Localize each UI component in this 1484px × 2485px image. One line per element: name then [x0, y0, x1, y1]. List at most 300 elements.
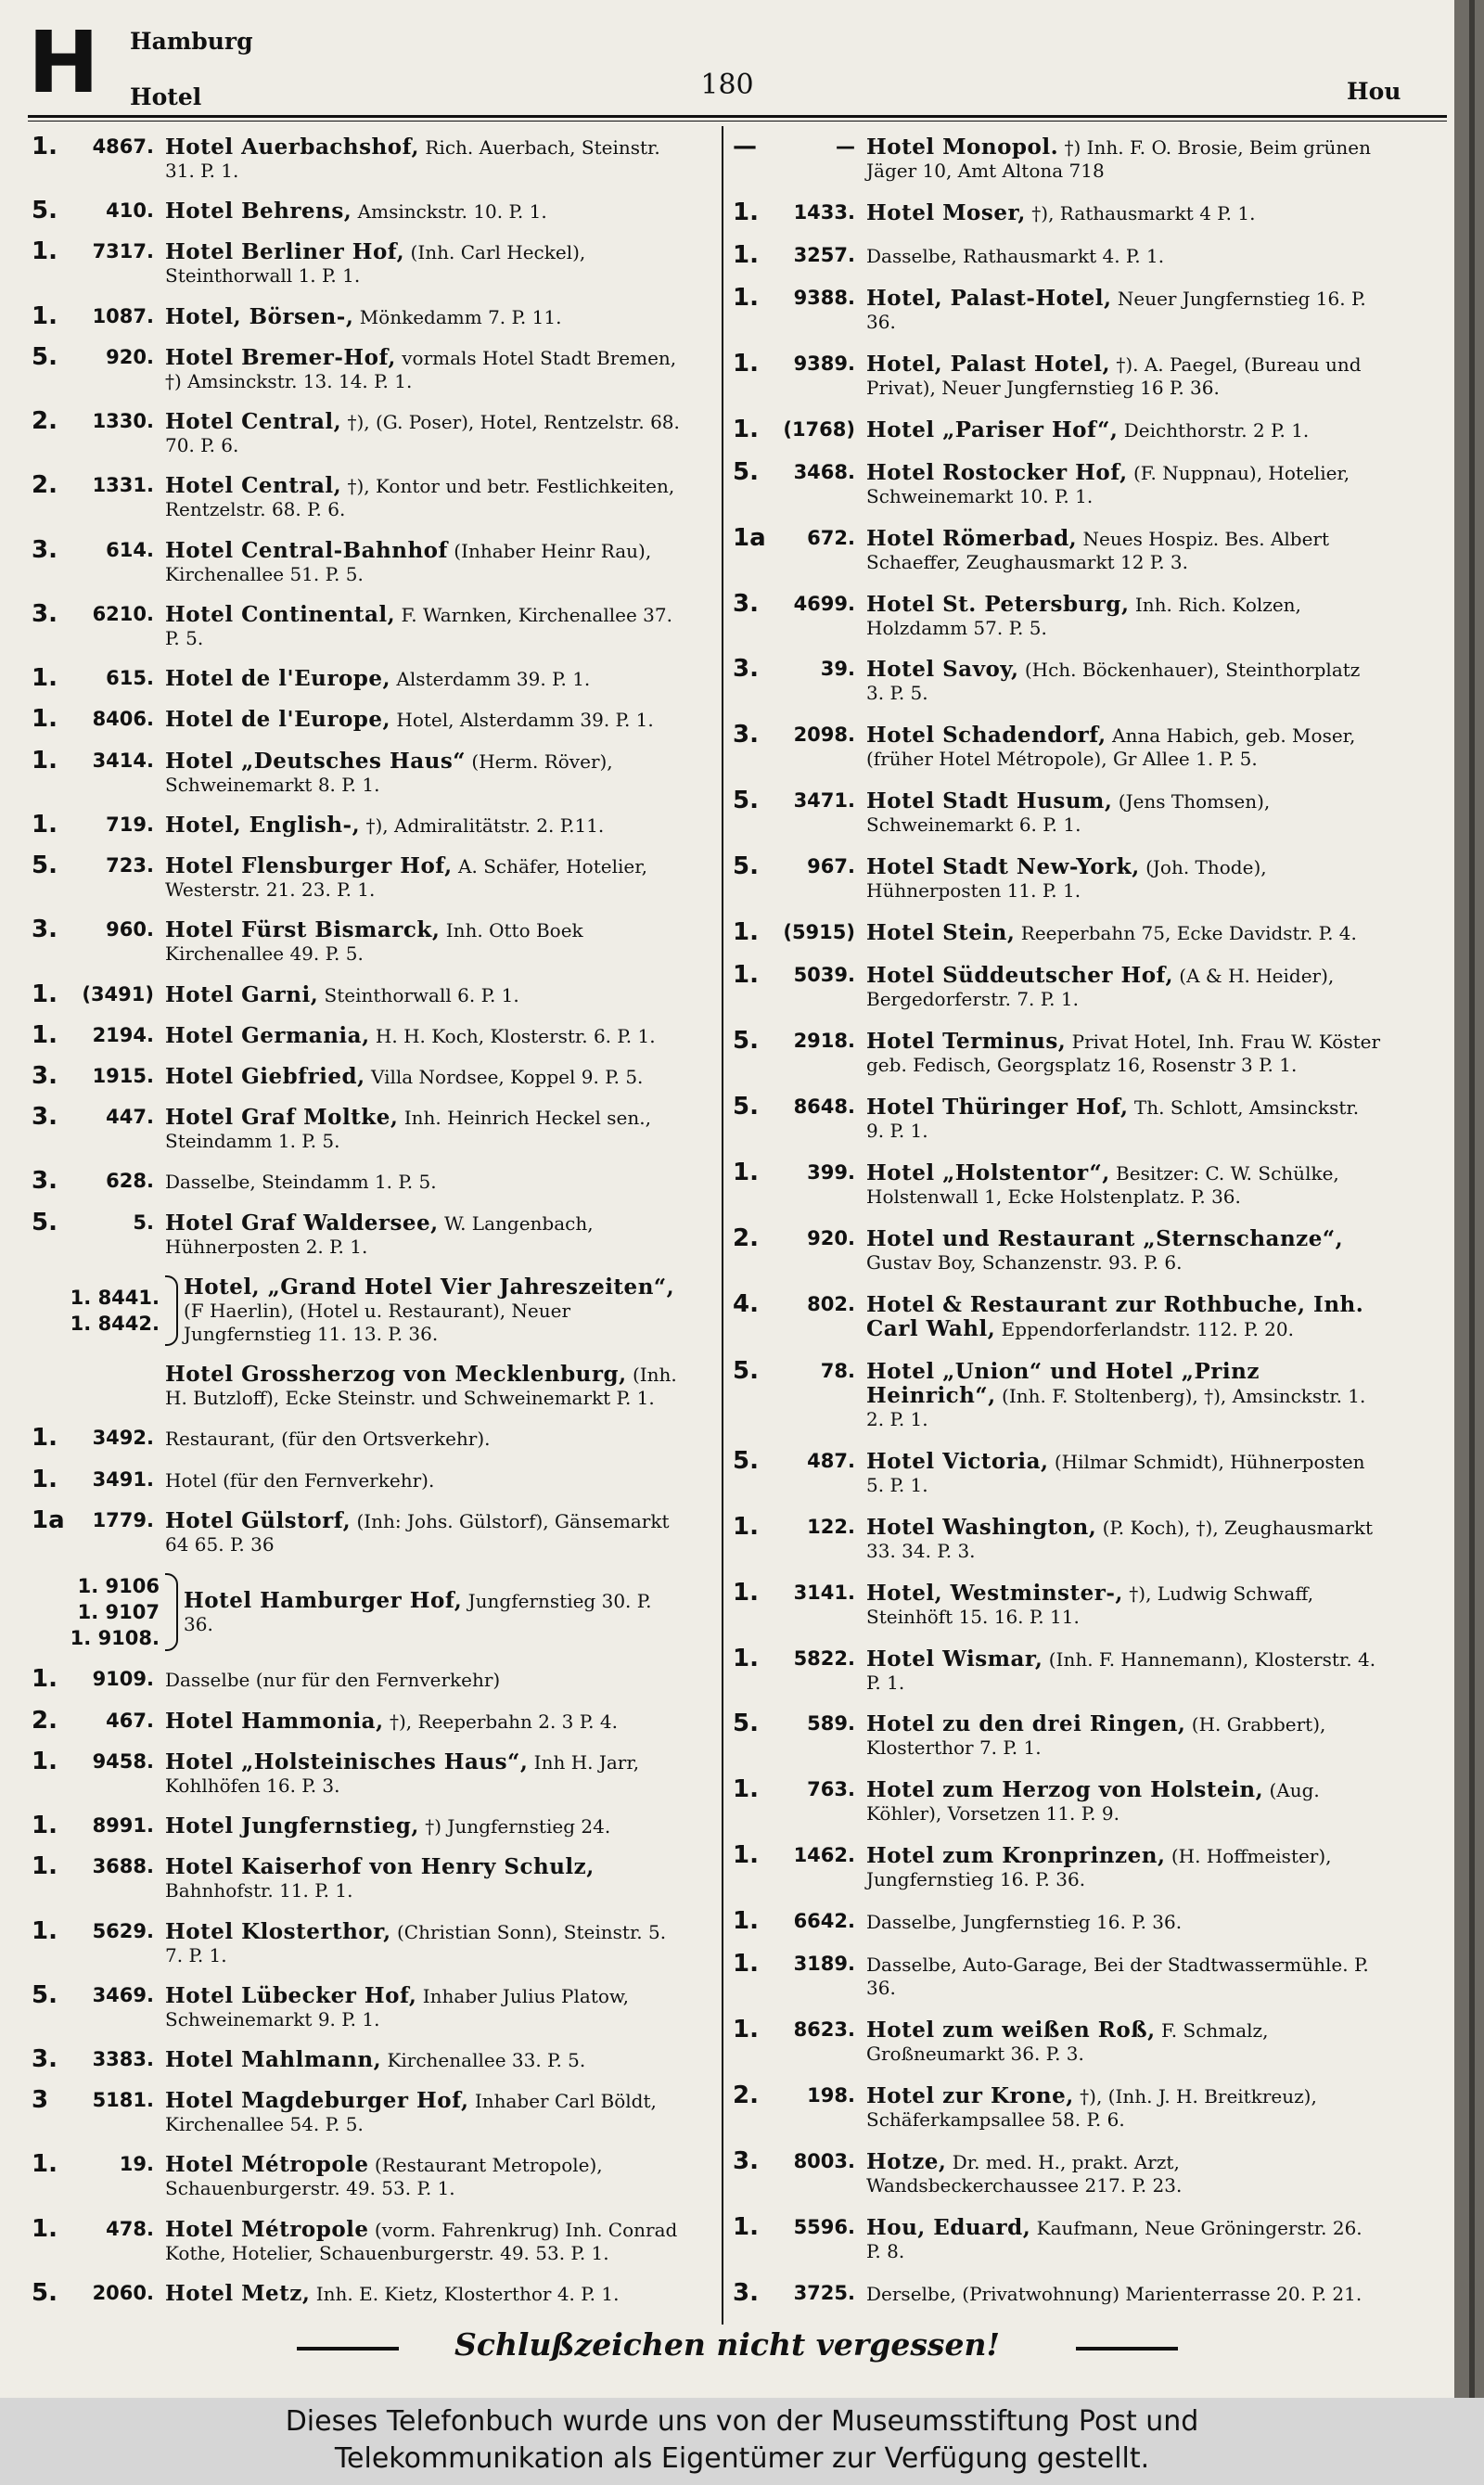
entry-text — [866, 1030, 1382, 1077]
entry-name: Hotel Hammonia, — [165, 1708, 384, 1734]
entry-text — [165, 1211, 681, 1259]
directory-entry — [32, 1061, 681, 1090]
entry-details: Inhaber Carl Böldt, Kirchenallee 54. P. 5. — [165, 2090, 657, 2136]
phone-number: 447. — [106, 1106, 154, 1129]
phone-number: 1. 9107 — [77, 1601, 160, 1624]
phone-number: (3491) — [82, 982, 154, 1006]
entry-text — [165, 1170, 681, 1194]
entry-details: H. H. Koch, Klosterstr. 6. P. 1. — [369, 1024, 656, 1047]
exchange-code: 5. — [733, 1093, 759, 1121]
exchange-code: 1. — [32, 1020, 58, 1049]
entry-details: (P. Koch), †), Zeughausmarkt 33. 34. P. 3. — [866, 1516, 1374, 1562]
entry-text — [165, 1855, 681, 1902]
entry-name: Hotel Giebfried, — [165, 1063, 365, 1089]
entry-text — [866, 724, 1382, 771]
entry-details: Dasselbe, Steindamm 1. P. 5. — [165, 1171, 437, 1194]
phone-number: 723. — [106, 854, 154, 877]
phone-number: 122. — [807, 1515, 855, 1538]
exchange-code: 1. — [32, 237, 58, 266]
entry-name: Hotel, English-, — [165, 812, 361, 838]
exchange-code: 1. — [32, 1424, 58, 1453]
entry-details: Jungfernstieg 30. P. 36. — [184, 1589, 652, 1635]
exchange-code: 1. — [32, 1812, 58, 1840]
phone-number: 8406. — [92, 708, 154, 731]
entry-details: (Inh: Johs. Gülstorf), Gänsemarkt 64 65. P. 36 — [165, 1509, 670, 1556]
entry-details: (Inh. F. Hannemann), Klosterstr. 4. P. 1. — [866, 1647, 1376, 1694]
entry-name: Hotel Moser, — [866, 199, 1026, 225]
entry-details: †), Reeperbahn 2. 3 P. 4. — [383, 1710, 618, 1733]
sub-heading-entry — [32, 1363, 681, 1410]
phone-number: 719. — [106, 813, 154, 836]
phone-number: 410. — [106, 199, 154, 223]
directory-entry — [733, 961, 1382, 1011]
entry-text — [165, 2218, 681, 2265]
section-letter: H — [28, 13, 99, 112]
phone-number: 5181. — [92, 2089, 154, 2112]
entry-name: Hotel, Palast-Hotel, — [866, 285, 1112, 311]
entry-text — [165, 983, 681, 1007]
entry-name: Hotel Stadt Husum, — [866, 788, 1113, 814]
exchange-code: 1. — [733, 2212, 759, 2241]
directory-entry — [32, 1706, 681, 1735]
directory-entry — [32, 1167, 681, 1196]
entry-details: (Inhaber Heinr Rau), Kirchenallee 51. P. 5. — [165, 539, 652, 585]
exchange-code: 1. — [733, 2016, 759, 2044]
entry-details: Restaurant, (für den Ortsverkehr). — [165, 1428, 491, 1451]
entry-text — [165, 1920, 681, 1967]
phone-number: 467. — [106, 1709, 154, 1732]
entry-details: Eppendorferlandstr. 112. P. 20. — [995, 1317, 1294, 1340]
entry-name: Hotel Hamburger Hof, — [184, 1587, 463, 1613]
entry-details: (Inh. F. Stoltenberg), †), Amsinckstr. 1. 2. P. 1. — [866, 1384, 1366, 1430]
entry-details: Inh. E. Kietz, Klosterthor 4. P. 1. — [310, 2282, 620, 2305]
phone-number: 3471. — [793, 789, 855, 813]
entry-text — [165, 474, 681, 521]
exchange-code: 5. — [733, 1356, 759, 1385]
column-divider — [722, 126, 723, 2325]
entry-text — [866, 527, 1382, 574]
entry-details: Dasselbe, Auto-Garage, Bei der Stadtwassermühle. P. 36. — [866, 1953, 1369, 2000]
entry-text — [866, 1293, 1382, 1341]
directory-entry — [733, 135, 1382, 183]
entry-details: Inh. Otto Boek Kirchenallee 49. P. 5. — [165, 919, 583, 966]
directory-entry — [733, 721, 1382, 771]
entry-details: (Jens Thomsen), Schweinemarkt 6. P. 1. — [866, 790, 1271, 837]
phone-number: 3688. — [92, 1855, 154, 1878]
phone-number: (1768) — [783, 417, 855, 441]
entry-text — [866, 2216, 1382, 2263]
phone-number: 5629. — [92, 1919, 154, 1942]
entry-text — [165, 813, 681, 838]
phone-number: (5915) — [783, 921, 855, 944]
exchange-code: 1. — [32, 2150, 58, 2179]
entry-name: Hotel, Palast Hotel, — [866, 351, 1110, 377]
entry-text — [866, 921, 1382, 945]
entry-details: Hotel, Alsterdamm 39. P. 1. — [390, 709, 654, 732]
entry-text — [866, 789, 1382, 837]
entry-name: Hotel zu den drei Ringen, — [866, 1711, 1186, 1737]
entry-details: Neuer Jungfernstieg 16. P. 36. — [866, 287, 1366, 333]
exchange-code: 1. — [32, 301, 58, 330]
phone-number: 628. — [106, 1170, 154, 1193]
brace — [165, 1275, 178, 1346]
phone-number: 3189. — [793, 1953, 855, 1976]
entry-name: Hotel zur Krone, — [866, 2083, 1074, 2109]
exchange-code: 1. — [733, 283, 759, 312]
entry-text — [866, 1227, 1382, 1275]
entry-details: (F. Nuppnau), Hotelier, Schweinemarkt 10. P. 1. — [866, 461, 1350, 507]
phone-number: 589. — [807, 1712, 855, 1736]
exchange-code: 1. — [32, 664, 58, 693]
entry-text — [866, 1360, 1382, 1431]
entry-text — [165, 667, 681, 691]
entry-text — [165, 1065, 681, 1089]
entry-details: (Joh. Thode), Hühnerposten 11. P. 1. — [866, 856, 1267, 903]
entry-name: Hotel Central-Bahnhof — [165, 537, 448, 563]
entry-name: Hotel Rostocker Hof, — [866, 459, 1128, 485]
directory-entry — [32, 2150, 681, 2200]
phone-number: 399. — [807, 1160, 855, 1184]
entry-name: Hotel, „Grand Hotel Vier Jahreszeiten“, — [184, 1274, 675, 1300]
exchange-code: 1. — [733, 349, 759, 378]
phone-number: 3257. — [793, 243, 855, 266]
directory-entry — [32, 1852, 681, 1902]
phone-number: 3141. — [793, 1581, 855, 1604]
directory-entry — [733, 1841, 1382, 1891]
exchange-code: 3. — [733, 589, 759, 618]
entry-name: Hotel de l'Europe, — [165, 707, 391, 733]
entry-name: Hotel Kaiserhof von Henry Schulz, — [165, 1854, 595, 1880]
entry-details: (H. Grabbert), Klosterthor 7. P. 1. — [866, 1713, 1326, 1760]
entry-details: Dasselbe, Jungfernstieg 16. P. 36. — [866, 1911, 1183, 1934]
entry-text — [866, 135, 1382, 183]
directory-entry — [32, 1424, 681, 1453]
entry-text — [165, 199, 681, 224]
directory-entry — [32, 535, 681, 586]
phone-number: 967. — [807, 855, 855, 878]
phone-number: 4699. — [793, 592, 855, 615]
phone-number: 1433. — [793, 200, 855, 224]
entry-name: Hotel Central, — [165, 473, 342, 499]
exchange-code: 3. — [733, 655, 759, 684]
phone-number: 1087. — [92, 304, 154, 327]
phone-number: 5039. — [793, 964, 855, 987]
footer-line-2: Telekommunikation als Eigentümer zur Verfügung gestellt. — [334, 2442, 1150, 2475]
phone-number: 1915. — [92, 1064, 154, 1087]
directory-entry — [32, 1465, 681, 1493]
exchange-code: 3. — [733, 2278, 759, 2307]
entry-name: Hotel Magdeburger Hof, — [165, 2088, 469, 2114]
phone-number: 8003. — [793, 2150, 855, 2172]
exchange-code: 1a — [733, 523, 766, 552]
entry-name: Hotel „Union“ und Hotel „Prinz Heinrich“, — [866, 1358, 1260, 1408]
phone-number: 1. 9106 — [77, 1575, 160, 1598]
exchange-code: 3. — [32, 2044, 58, 2073]
entry-name: Hotel St. Petersburg, — [866, 591, 1130, 617]
entry-name: Hotel Gülstorf, — [165, 1507, 352, 1533]
entry-name: Hou, Eduard, — [866, 2214, 1031, 2240]
entry-name: Hotel Monopol. — [866, 134, 1059, 160]
entry-name: Hotel Behrens, — [165, 199, 352, 224]
phone-number: 672. — [807, 526, 855, 549]
directory-entry — [733, 1158, 1382, 1209]
entry-details: †), Admiralitätstr. 2. P.11. — [360, 813, 605, 837]
entry-details: (Inh. H. Butzloff), Ecke Steinstr. und Schweinemarkt P. 1. — [165, 1364, 677, 1410]
entry-details: Steinthorwall 6. P. 1. — [318, 983, 519, 1006]
phone-number: — — [836, 135, 855, 158]
entry-details: Neues Hospiz. Bes. Albert Schaeffer, Zeughausmarkt 12 P. 3. — [866, 527, 1330, 573]
directory-entry — [733, 523, 1382, 574]
phone-number: 9388. — [793, 286, 855, 309]
exchange-code: 1. — [32, 1665, 58, 1694]
entry-name: Hotel Graf Moltke, — [165, 1105, 399, 1131]
entry-name: Hotel zum Kronprinzen, — [866, 1843, 1166, 1869]
directory-entry — [733, 1775, 1382, 1825]
entry-text — [32, 1363, 681, 1410]
directory-entry — [32, 746, 681, 797]
entry-text — [165, 1427, 681, 1451]
phone-number: 78. — [820, 1359, 855, 1382]
entry-text — [866, 2084, 1382, 2132]
entry-details: (vorm. Fahrenkrug) Inh. Conrad Kothe, Hotelier, Schauenburgerstr. 49. 53. P. 1. — [165, 2218, 678, 2264]
entry-name: Hotel Schadendorf, — [866, 723, 1107, 749]
entry-name: Hotel Fürst Bismarck, — [165, 917, 441, 943]
entry-name: Hotel Victoria, — [866, 1448, 1049, 1474]
entry-name: Hotel Stadt New-York, — [866, 854, 1140, 880]
entry-name: Hotel Klosterthor, — [165, 1918, 391, 1944]
exchange-code: 5. — [32, 342, 58, 371]
entry-name: Hotel Garni, — [165, 981, 319, 1007]
entry-details: F. Schmalz, Großneumarkt 36. P. 3. — [866, 2019, 1269, 2066]
directory-entry — [733, 457, 1382, 508]
header-city: Hamburg — [130, 28, 253, 55]
phone-number: 1. 8442. — [70, 1312, 160, 1335]
entry-text — [866, 1712, 1382, 1760]
exchange-code: 2. — [733, 1223, 759, 1252]
exchange-code: 1. — [733, 1512, 759, 1541]
directory-entry — [32, 1916, 681, 1967]
exchange-code: 3. — [32, 916, 58, 944]
phone-number: 5. — [133, 1210, 154, 1234]
entry-name: Hotel Graf Waldersee, — [165, 1210, 439, 1236]
phone-number: 2060. — [92, 2281, 154, 2304]
directory-entry — [733, 2212, 1382, 2263]
entry-name: Hotel Continental, — [165, 601, 396, 627]
entry-name: Hotel zum weißen Roß, — [866, 2017, 1156, 2043]
entry-name: Hotel Métropole — [165, 2152, 369, 2178]
entry-text — [184, 1275, 681, 1346]
phone-number: 3383. — [92, 2047, 154, 2070]
directory-entry — [733, 1223, 1382, 1275]
entry-name: Hotze, — [866, 2149, 947, 2174]
phone-number: 763. — [807, 1778, 855, 1801]
exchange-code: 5. — [733, 1710, 759, 1738]
exchange-code: 5. — [32, 1208, 58, 1236]
entry-details: F. Warnken, Kirchenallee 37. P. 5. — [165, 603, 672, 649]
entry-text — [165, 2153, 681, 2200]
entry-text — [165, 410, 681, 457]
phone-number: 1779. — [92, 1508, 154, 1531]
entry-text — [866, 964, 1382, 1011]
entry-details: (Herm. Röver), Schweinemarkt 8. P. 1. — [165, 749, 613, 796]
directory-entry — [32, 2278, 681, 2307]
exchange-code: 2. — [32, 471, 58, 500]
exchange-code: 3 — [32, 2086, 49, 2115]
phone-number: 5596. — [793, 2215, 855, 2238]
exchange-code: 2. — [32, 407, 58, 436]
directory-entry — [32, 705, 681, 734]
exchange-code: 1. — [733, 1841, 759, 1870]
exchange-code: 1. — [733, 415, 759, 443]
grouped-numbers — [32, 1573, 165, 1651]
directory-entry — [733, 1027, 1382, 1077]
phone-number: 1. 8441. — [70, 1286, 160, 1309]
entry-text — [866, 1953, 1382, 2000]
directory-entry — [733, 1446, 1382, 1497]
directory-entry — [32, 1505, 681, 1556]
exchange-code: 1a — [32, 1505, 65, 1534]
entry-text — [866, 1516, 1382, 1563]
footer-notice — [0, 2398, 1484, 2485]
directory-entry — [32, 1814, 681, 1838]
phone-number: 19. — [119, 2153, 154, 2176]
entry-text — [866, 2018, 1382, 2066]
exchange-code: 5. — [733, 1027, 759, 1056]
phone-number: 2098. — [793, 724, 855, 747]
directory-entry — [733, 198, 1382, 226]
entry-text — [165, 1468, 681, 1492]
phone-number: 3469. — [92, 1983, 154, 2006]
directory-entry — [32, 918, 681, 966]
entry-text — [866, 658, 1382, 705]
entry-text — [165, 1984, 681, 2031]
entry-text — [165, 1509, 681, 1556]
entry-details: Th. Schlott, Amsinckstr. 9. P. 1. — [866, 1096, 1360, 1142]
entry-details: †), Kontor und betr. Festlichkeiten, Rentzelstr. 68. P. 6. — [165, 475, 675, 521]
directory-entry — [32, 854, 681, 902]
entry-text — [866, 1778, 1382, 1825]
grouped-entry — [32, 1275, 681, 1346]
entry-details: Dr. med. H., prakt. Arzt, Wandsbeckerchaussee 217. P. 23. — [866, 2151, 1183, 2197]
phone-number: 920. — [807, 1226, 855, 1249]
grouped-numbers — [32, 1285, 165, 1337]
exchange-code: 3. — [32, 599, 58, 628]
exchange-code: — — [733, 133, 757, 160]
phone-number: 5822. — [793, 1646, 855, 1670]
entry-details: Inh. Heinrich Heckel sen., Steindamm 1. P. 5. — [165, 1107, 651, 1153]
phone-number: 478. — [106, 2217, 154, 2240]
exchange-code: 1. — [733, 918, 759, 947]
directory-entry — [733, 349, 1382, 400]
phone-number: 1. 9108. — [70, 1627, 160, 1650]
exchange-code: 1. — [733, 240, 759, 269]
directory-entry — [733, 789, 1382, 837]
exchange-code: 1. — [32, 1916, 58, 1945]
header-category: Hotel — [130, 83, 202, 110]
entry-details: Alsterdamm 39. P. 1. — [390, 668, 591, 691]
directory-entry — [733, 1289, 1382, 1341]
entry-details: Deichthorstr. 2 P. 1. — [1118, 418, 1310, 442]
entry-name: Hotel Römerbad, — [866, 525, 1078, 551]
exchange-code: 1. — [733, 198, 759, 226]
entry-text — [866, 1095, 1382, 1143]
entry-text — [866, 1582, 1382, 1629]
entry-details: (Hch. Böckenhauer), Steinthorplatz 3. P. 5. — [866, 659, 1361, 705]
directory-entry — [32, 1980, 681, 2031]
entry-details: (Restaurant Metropole), Schauenburgerstr. 49. 53. P. 1. — [165, 2154, 603, 2200]
exchange-code: 1. — [32, 705, 58, 734]
entry-details: †), (Inh. J. H. Breitkreuz), Schäferkampsallee 58. P. 6. — [866, 2085, 1317, 2132]
entry-name: Hotel Métropole — [165, 2216, 369, 2242]
entry-details: Gustav Boy, Schanzenstr. 93. P. 6. — [866, 1250, 1183, 1274]
exchange-code: 1. — [32, 2214, 58, 2243]
directory-entry — [733, 589, 1382, 640]
entry-details: W. Langenbach, Hühnerposten 2. P. 1. — [165, 1211, 594, 1258]
entry-name: Hotel Mahlmann, — [165, 2046, 382, 2072]
exchange-code: 1. — [32, 1747, 58, 1775]
exchange-code: 1. — [32, 980, 58, 1008]
entry-details: Kirchenallee 33. P. 5. — [381, 2048, 586, 2071]
entry-text — [866, 1647, 1382, 1695]
phone-number: 802. — [807, 1292, 855, 1315]
entry-text — [866, 1450, 1382, 1497]
entry-text — [165, 2048, 681, 2072]
entry-text — [866, 593, 1382, 640]
entry-name: Hotel Jungfernstieg, — [165, 1813, 419, 1839]
entry-name: Hotel Flensburger Hof, — [165, 853, 453, 879]
entry-details: Bahnhofstr. 11. P. 1. — [165, 1879, 353, 1902]
entry-text — [866, 287, 1382, 334]
exchange-code: 5. — [733, 1446, 759, 1475]
directory-entry — [733, 1095, 1382, 1143]
directory-entry — [32, 1747, 681, 1798]
entry-details: (Hilmar Schmidt), Hühnerposten 5. P. 1. — [866, 1450, 1365, 1496]
header-range-end: Hou — [1347, 78, 1401, 105]
phone-number: 3725. — [793, 2281, 855, 2304]
entry-details: Anna Habich, geb. Moser, (früher Hotel Métropole), Gr Allee 1. P. 5. — [866, 724, 1356, 771]
entry-details: Kaufmann, Neue Gröningerstr. 26. P. 8. — [866, 2216, 1362, 2262]
entry-details: Dasselbe, Rathausmarkt 4. P. 1. — [866, 244, 1165, 267]
directory-entry — [733, 2147, 1382, 2197]
phone-number: 198. — [807, 2084, 855, 2107]
entry-text — [866, 1844, 1382, 1891]
directory-entry — [32, 199, 681, 224]
entry-name: Hotel de l'Europe, — [165, 666, 391, 692]
entry-text — [866, 352, 1382, 400]
phone-number: 9389. — [793, 352, 855, 375]
directory-entry — [733, 852, 1382, 903]
phone-number: 960. — [106, 918, 154, 941]
entry-details: Inh. Rich. Kolzen, Holzdamm 57. P. 5. — [866, 593, 1301, 639]
entry-text — [866, 418, 1382, 442]
phone-number: 614. — [106, 538, 154, 561]
exchange-code: 1. — [32, 810, 58, 839]
exchange-code: 5. — [32, 852, 58, 880]
exchange-code: 3. — [733, 2147, 759, 2175]
directory-entry — [733, 1356, 1382, 1431]
page-number: 180 — [700, 69, 754, 101]
phone-number: 7317. — [92, 240, 154, 263]
directory-entry — [32, 1103, 681, 1153]
directory-entry — [32, 1665, 681, 1694]
entry-details: Inh H. Jarr, Kohlhöfen 16. P. 3. — [165, 1750, 640, 1797]
entry-text — [866, 201, 1382, 225]
entry-details: (Inh. Carl Heckel), Steinthorwall 1. P. 1. — [165, 241, 586, 288]
directory-entry — [32, 2044, 681, 2073]
directory-entry — [32, 2214, 681, 2265]
entry-details: vormals Hotel Stadt Bremen, †) Amsinckstr. 13. 14. P. 1. — [165, 346, 677, 392]
exchange-code: 1. — [32, 1465, 58, 1493]
